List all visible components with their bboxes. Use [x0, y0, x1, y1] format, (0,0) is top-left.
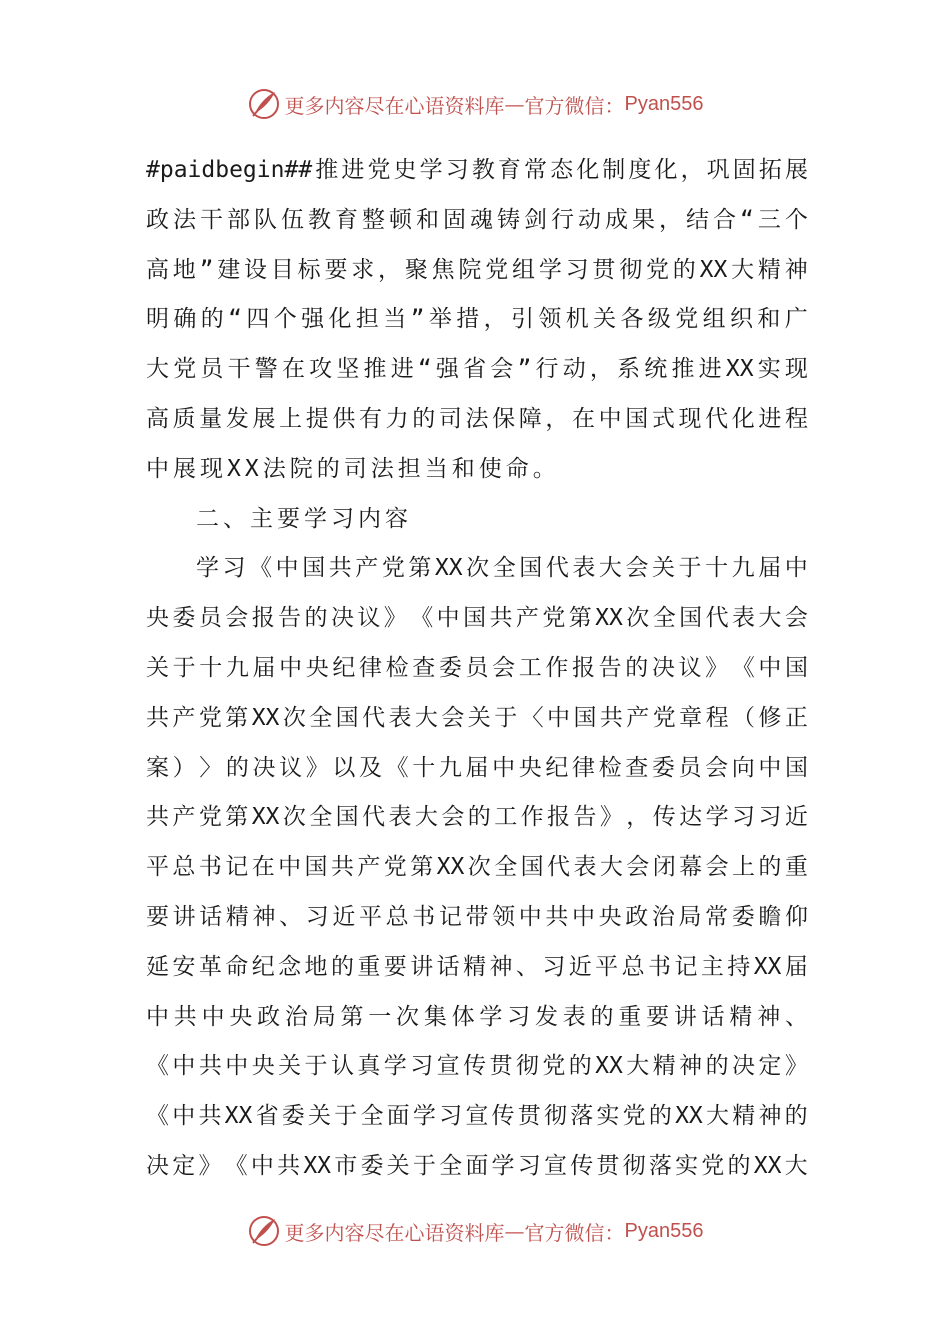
header-banner: [0, 84, 950, 124]
footer-banner: [0, 1211, 950, 1251]
text-line: 共 产 党 第 XX 次 全 国 代 表 大 会 关 于 〈 中 国 共 产 党 章 程 （ 修 正: [146, 704, 808, 731]
text-line: 高 质 量 发 展 上 提 供 有 力 的 司 法 保 障 ， 在 中 国 式 现 代 化 进 程: [146, 405, 808, 432]
text-line: 决 定 》 《 中 共 XX 市 委 关 于 全 面 学 习 宣 传 贯 彻 落 实 党 的 XX 大: [146, 1152, 808, 1179]
text-line: 案 ） 〉 的 决 议 》 以 及 《 十 九 届 中 央 纪 律 检 查 委 员 会 向 中 国: [146, 754, 808, 781]
text-line: 高 地 ” 建 设 目 标 要 求 ， 聚 焦 院 党 组 学 习 贯 彻 党 的 XX 大 精 神: [146, 256, 808, 283]
footer-site-name: 更多内容尽在心语资料库: [284, 1220, 505, 1245]
quill-pen-logo-icon: [247, 87, 281, 121]
document-body: [146, 146, 808, 1192]
header-dash: —: [504, 92, 525, 116]
text-line: 《 中 共 中 央 关 于 认 真 学 习 宣 传 贯 彻 党 的 XX 大 精 神 的 决 定 》: [146, 1053, 808, 1080]
footer-wechat-label: 官方微信：: [524, 1220, 625, 1245]
text-line: 大 党 员 干 警 在 攻 坚 推 进 “ 强 省 会 ” 行 动 ， 系 统 推 进 XX 实 现: [146, 356, 808, 383]
footer-dash: —: [504, 1219, 525, 1243]
text-line: 《 中 共 XX 省 委 关 于 全 面 学 习 宣 传 贯 彻 落 实 党 的 XX 大 精 神 的: [146, 1103, 808, 1130]
text-line: 要 讲 话 精 神 、 习 近 平 总 书 记 带 领 中 共 中 央 政 治 局 常 委 瞻 仰: [146, 903, 808, 930]
header-site-name: 更多内容尽在心语资料库: [284, 93, 505, 118]
text-line: 平 总 书 记 在 中 国 共 产 党 第 XX 次 全 国 代 表 大 会 闭 幕 会 上 的 重: [146, 854, 808, 881]
text-line: 中展现XX法院的司法担当和使命。: [146, 455, 560, 482]
header-wechat-label: 官方微信：: [524, 93, 625, 118]
section-heading: 二、主要学习内容: [196, 505, 412, 532]
header-wechat-id: Pyan556: [624, 92, 704, 115]
quill-pen-logo-icon: [247, 1214, 281, 1248]
text-line: 学 习 《 中 国 共 产 党 第 XX 次 全 国 代 表 大 会 关 于 十 九 届 中: [196, 555, 808, 582]
text-line: 延 安 革 命 纪 念 地 的 重 要 讲 话 精 神 、 习 近 平 总 书 记 主 持 XX 届: [146, 953, 808, 980]
text-line: 政 法 干 部 队 伍 教 育 整 顿 和 固 魂 铸 剑 行 动 成 果 ， 结 合 “ 三 个: [146, 206, 808, 233]
text-line: 中 共 中 央 政 治 局 第 一 次 集 体 学 习 发 表 的 重 要 讲 话 精 神 、: [146, 1003, 808, 1030]
text-line: #paidbegin## 推 进 党 史 学 习 教 育 常 态 化 制 度 化 ， 巩 固 拓 展: [146, 157, 808, 183]
footer-wechat-id: Pyan556: [624, 1219, 704, 1242]
text-line: 共 产 党 第 XX 次 全 国 代 表 大 会 的 工 作 报 告 》 ， 传 达 学 习 习 近: [146, 804, 808, 831]
text-line: 央 委 员 会 报 告 的 决 议 》 《 中 国 共 产 党 第 XX 次 全 国 代 表 大 会: [146, 605, 808, 632]
text-line: 明 确 的 “ 四 个 强 化 担 当 ” 举 措 ， 引 领 机 关 各 级 党 组 织 和 广: [146, 306, 808, 333]
text-line: 关 于 十 九 届 中 央 纪 律 检 查 委 员 会 工 作 报 告 的 决 议 》 《 中 国: [146, 654, 808, 681]
